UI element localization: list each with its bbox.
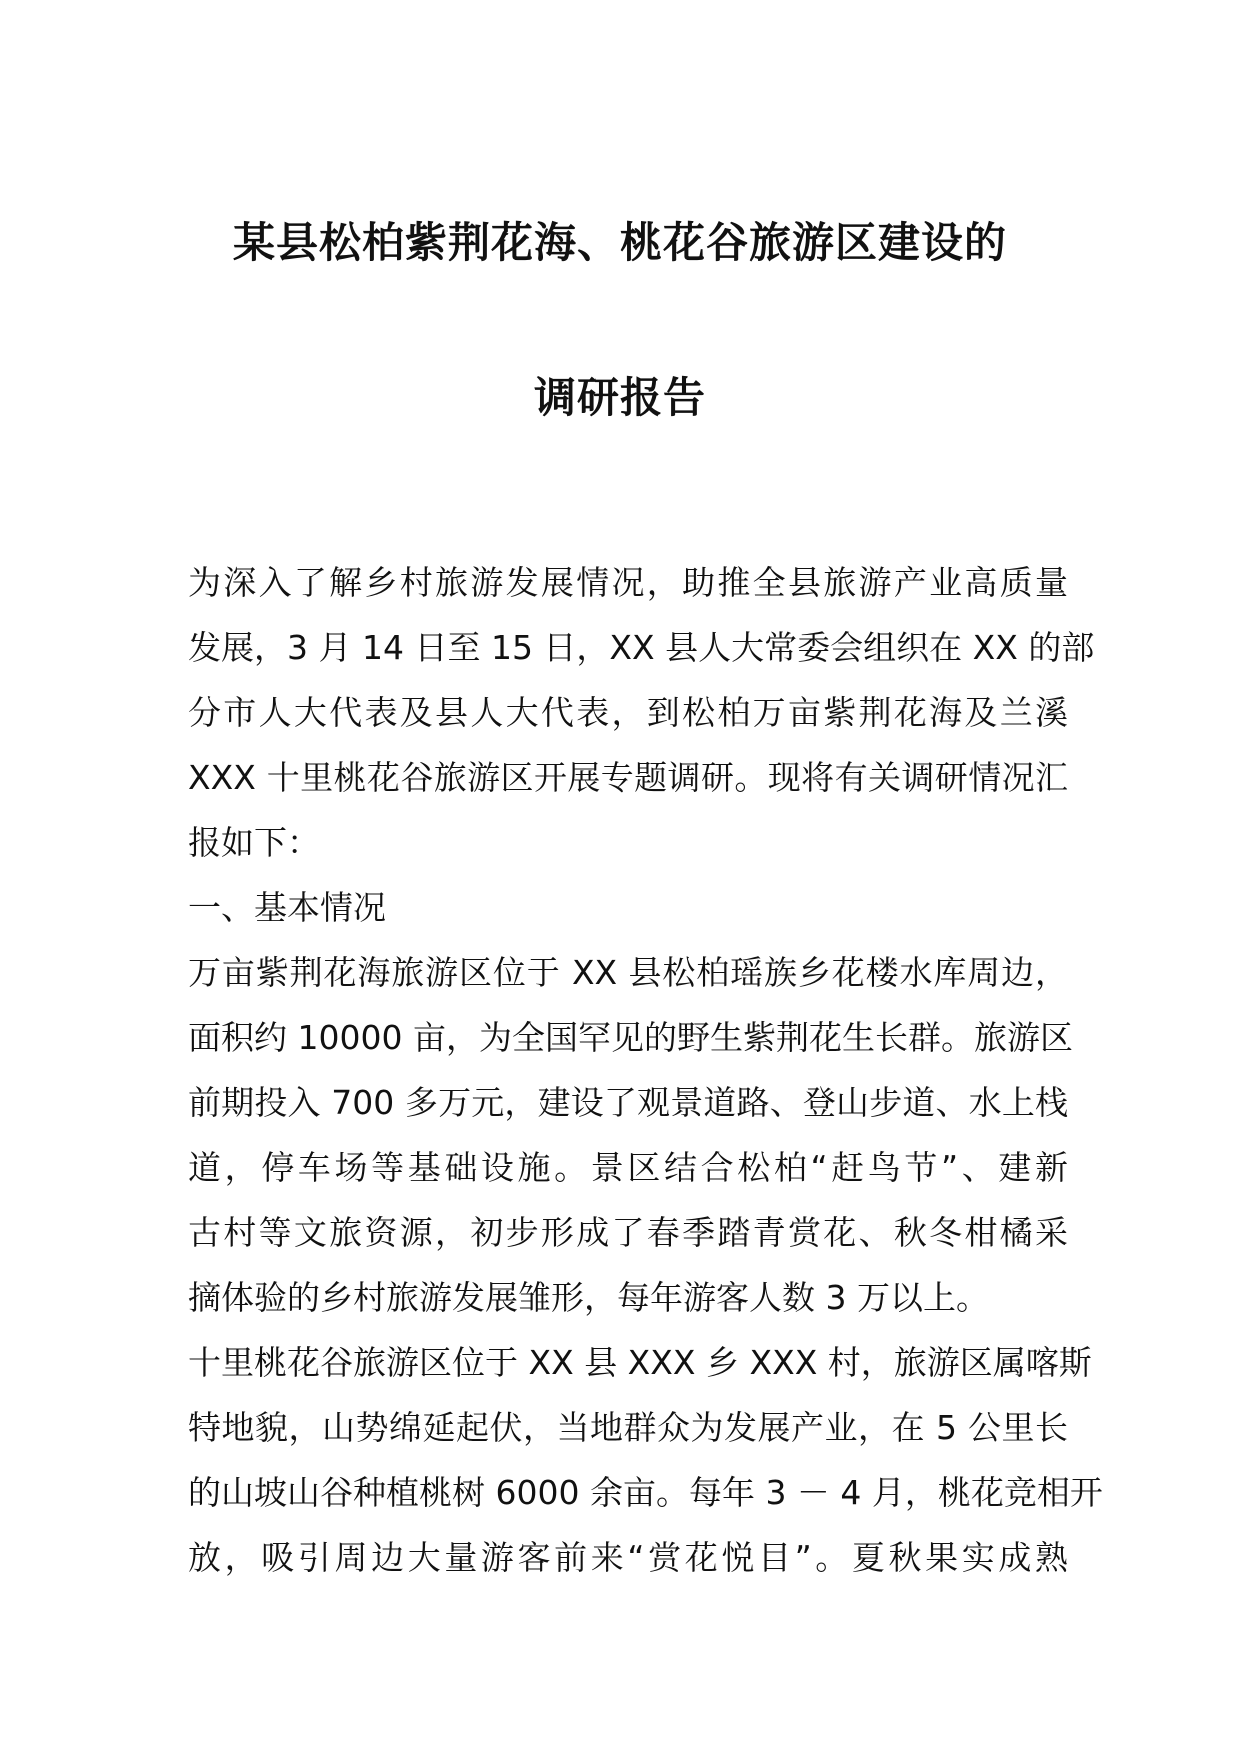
paragraph-line: 摘体验的乡村旅游发展雏形，每年游客人数 3 万以上。 — [188, 1278, 989, 1317]
document-title-line-1: 某县松柏紫荆花海、桃花谷旅游区建设的 — [232, 218, 1007, 267]
paragraph-line: 道，停车场等基础设施。景区结合松柏“赶鸟节”、建新 — [188, 1148, 1068, 1187]
paragraph-line: 万亩紫荆花海旅游区位于 XX 县松柏瑶族乡花楼水库周边， — [188, 953, 1068, 992]
section-heading: 一、基本情况 — [188, 888, 386, 927]
paragraph-line: 古村等文旅资源，初步形成了春季踏青赏花、秋冬柑橘采 — [188, 1213, 1068, 1252]
document-body — [188, 550, 1103, 1590]
paragraph-line: 特地貌，山势绵延起伏，当地群众为发展产业，在 5 公里长 — [188, 1408, 1068, 1447]
paragraph-line: 报如下： — [188, 823, 320, 862]
paragraph-line: 前期投入 700 多万元，建设了观景道路、登山步道、水上栈 — [188, 1083, 1068, 1122]
paragraph-line: XXX 十里桃花谷旅游区开展专题调研。现将有关调研情况汇 — [188, 758, 1068, 797]
paragraph-line: 发展，3 月 14 日至 15 日，XX 县人大常委会组织在 XX 的部 — [188, 628, 1095, 667]
paragraph-line: 十里桃花谷旅游区位于 XX 县 XXX 乡 XXX 村，旅游区属喀斯 — [188, 1343, 1092, 1382]
paragraph-line: 放，吸引周边大量游客前来“赏花悦目”。夏秋果实成熟 — [188, 1538, 1068, 1577]
paragraph-line: 为深入了解乡村旅游发展情况，助推全县旅游产业高质量 — [188, 563, 1068, 602]
paragraph-line: 的山坡山谷种植桃树 6000 余亩。每年 3 － 4 月，桃花竞相开 — [188, 1473, 1103, 1512]
paragraph-line: 面积约 10000 亩，为全国罕见的野生紫荆花生长群。旅游区 — [188, 1018, 1073, 1057]
paragraph-line: 分市人大代表及县人大代表，到松柏万亩紫荆花海及兰溪 — [188, 693, 1068, 732]
document-title-line-2: 调研报告 — [533, 373, 706, 422]
